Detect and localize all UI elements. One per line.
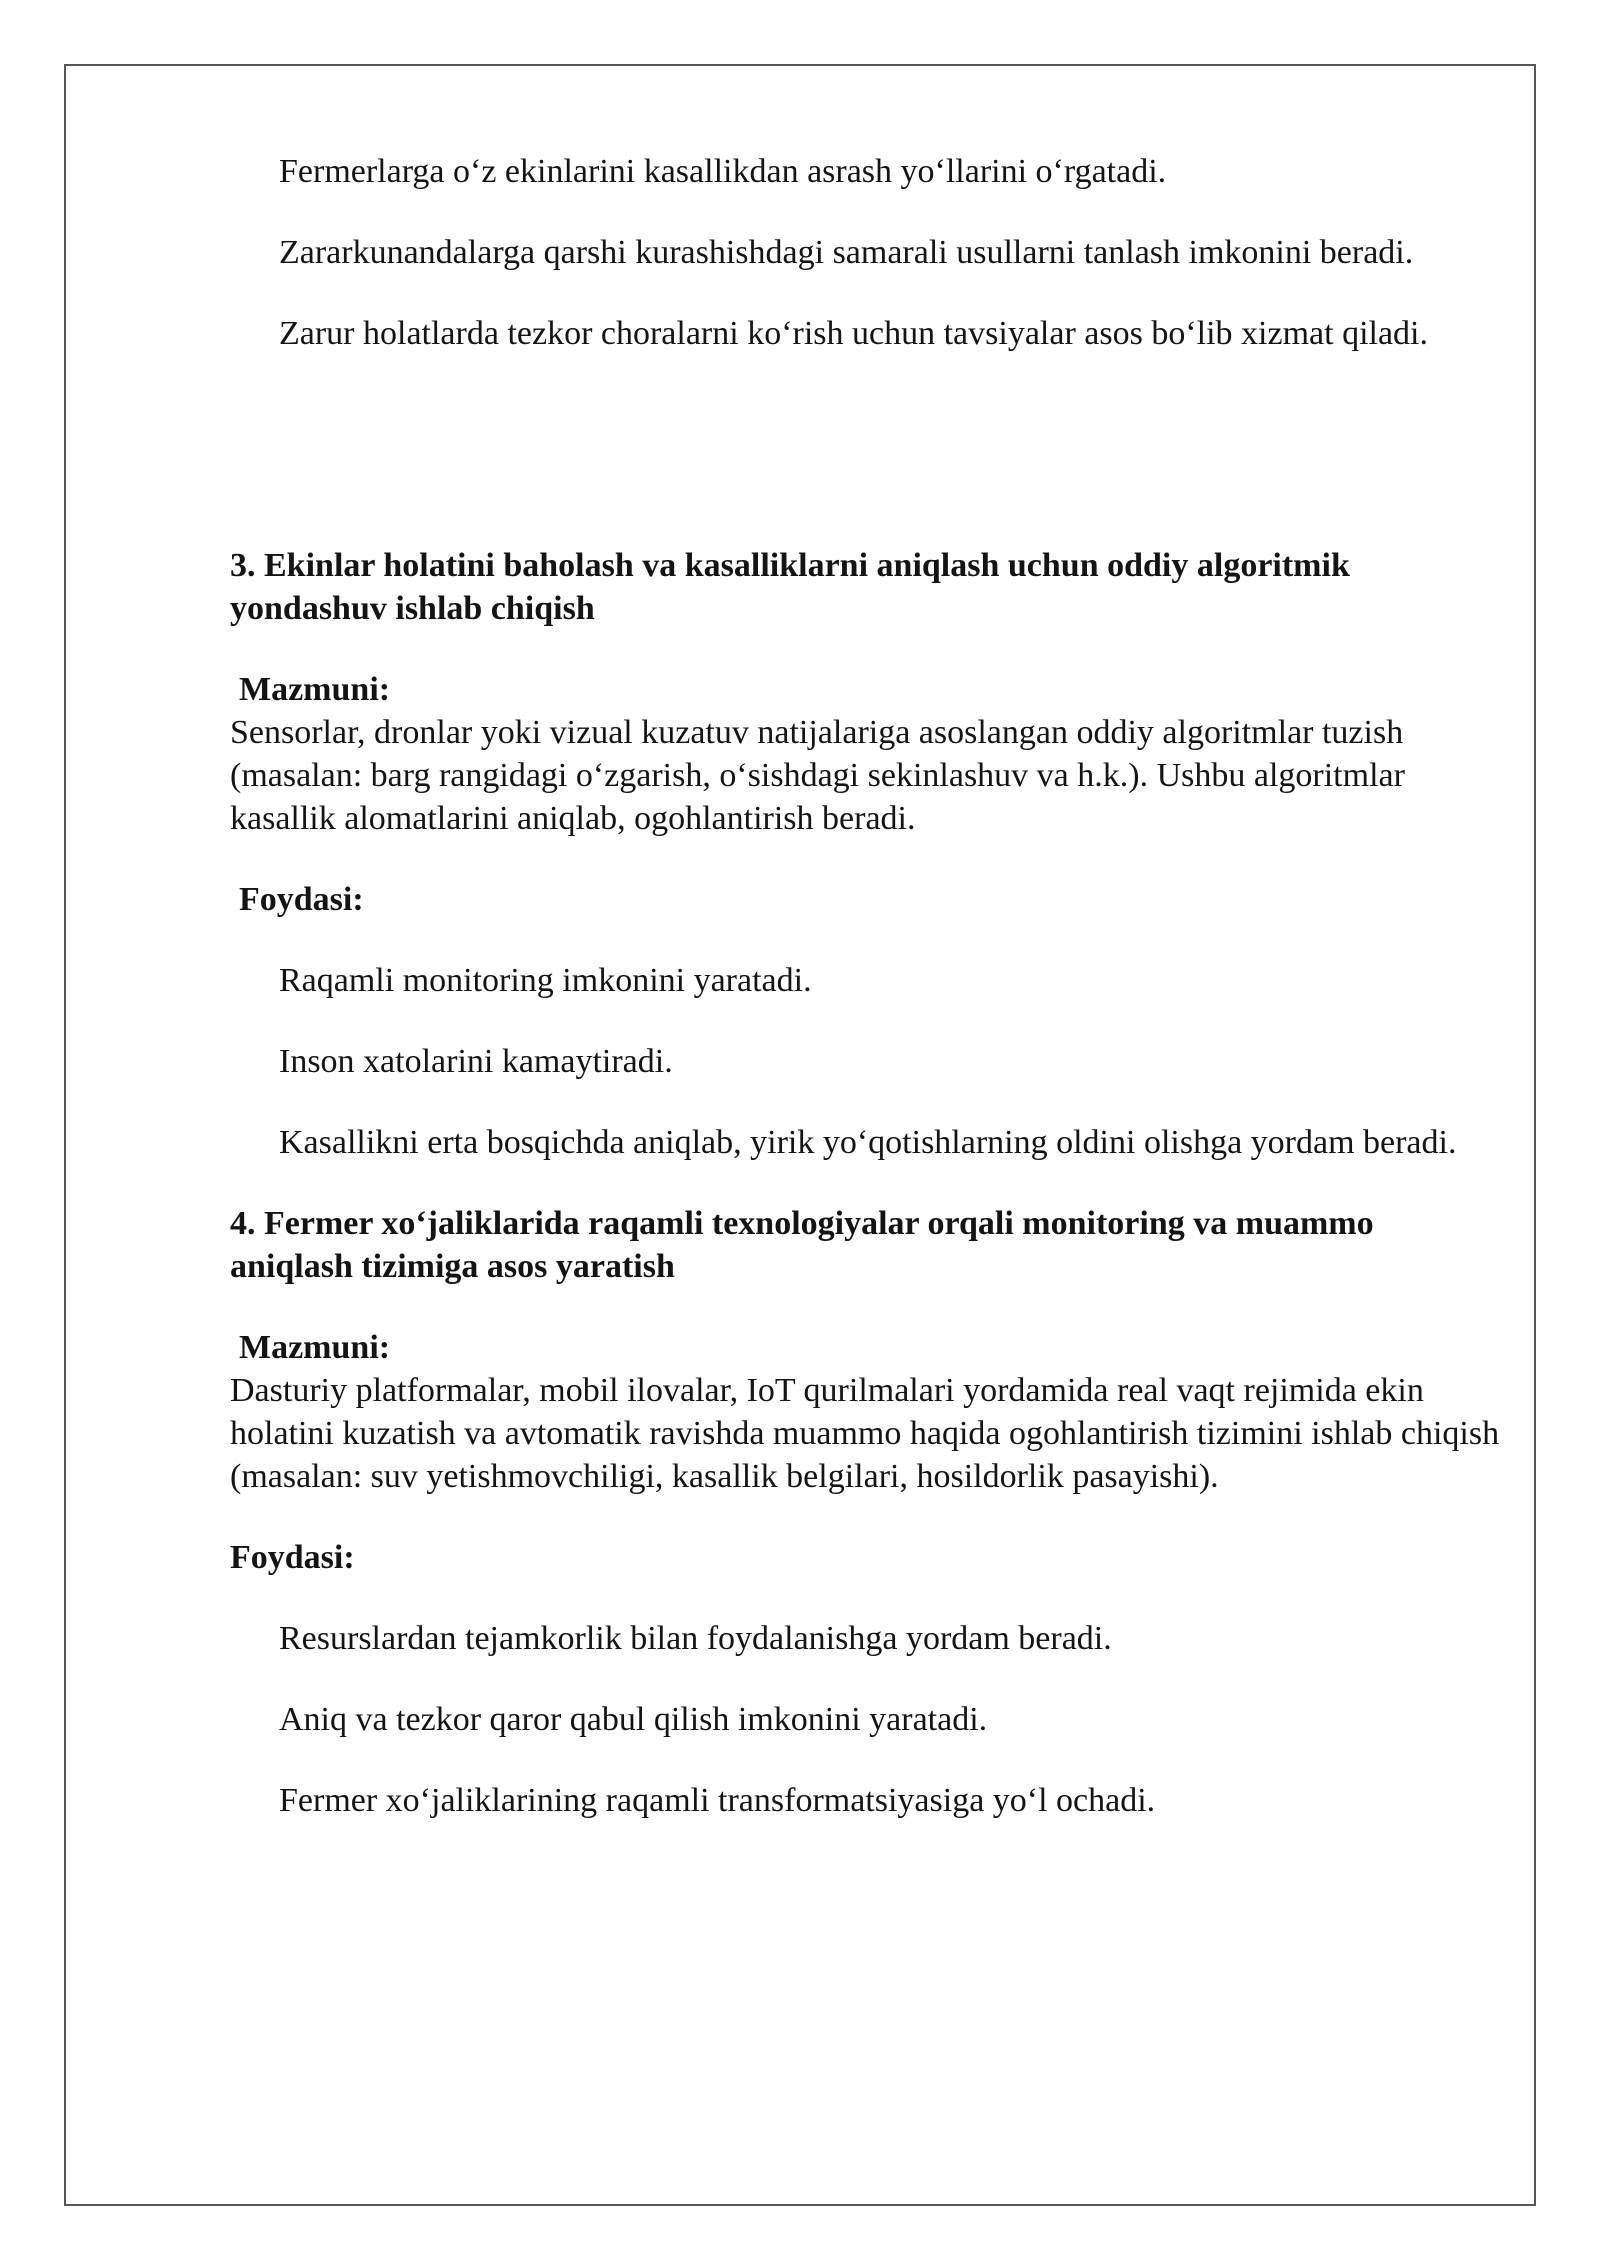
benefit-item: Zararkunandalarga qarshi kurashishdagi samarali usullarni tanlash imkonini beradi. <box>279 234 1414 271</box>
content-text: Sensorlar, dronlar yoki vizual kuzatuv natijalariga asoslangan oddiy algoritmlar tuzish (masalan: barg rangidagi o‘zgarish, o‘sishdagi sekinlashuv va h.k.). Ushbu algoritmlar kasallik alomatlarini aniqlab, ogohlantirish beradi. <box>230 714 1405 837</box>
content-label: Mazmuni: <box>239 1329 391 1366</box>
benefit-label: Foydasi: <box>230 1539 355 1576</box>
benefit-label: Foydasi: <box>239 881 364 918</box>
benefit-item: Kasallikni erta bosqichda aniqlab, yirik yo‘qotishlarning oldini olishga yordam beradi. <box>279 1124 1457 1161</box>
content-label: Mazmuni: <box>239 671 391 708</box>
section-heading: 4. Fermer xo‘jaliklarida raqamli texnologiyalar orqali monitoring va muammo aniqlash tizimiga asos yaratish <box>230 1205 1374 1285</box>
benefit-item: Raqamli monitoring imkonini yaratadi. <box>279 962 812 999</box>
content-text: Dasturiy platformalar, mobil ilovalar, IoT qurilmalari yordamida real vaqt rejimida ekin holatini kuzatish va avtomatik ravishda muammo haqida ogohlantirish tizimini ishlab chiqish (masalan: suv yetishmovchiligi, kasallik belgilari, hosildorlik pasayishi). <box>230 1372 1500 1495</box>
document-body <box>230 150 1500 1822</box>
benefit-item: Fermerlarga o‘z ekinlarini kasallikdan asrash yo‘llarini o‘rgatadi. <box>279 153 1167 190</box>
benefit-item: Aniq va tezkor qaror qabul qilish imkonini yaratadi. <box>279 1701 988 1738</box>
benefit-item: Fermer xo‘jaliklarining raqamli transformatsiyasiga yo‘l ochadi. <box>279 1782 1156 1819</box>
benefit-item: Resurslardan tejamkorlik bilan foydalanishga yordam beradi. <box>279 1620 1112 1657</box>
section-heading: 3. Ekinlar holatini baholash va kasalliklarni aniqlash uchun oddiy algoritmik yondashuv ishlab chiqish <box>230 547 1350 627</box>
benefit-item: Inson xatolarini kamaytiradi. <box>279 1043 673 1080</box>
benefit-item: Zarur holatlarda tezkor choralarni ko‘rish uchun tavsiyalar asos bo‘lib xizmat qiladi. <box>279 315 1428 352</box>
